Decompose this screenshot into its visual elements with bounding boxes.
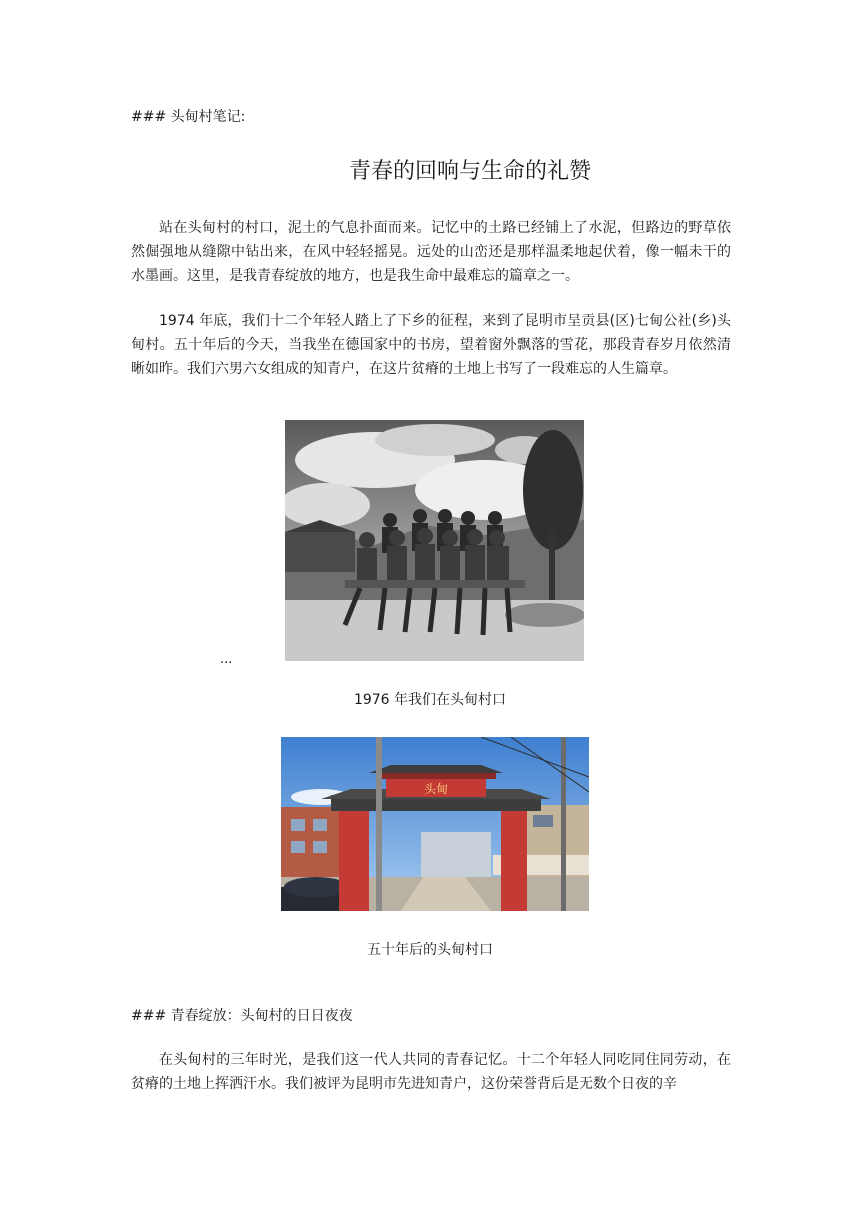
section-heading-notes: ### 头甸村笔记: <box>131 109 246 125</box>
gate-sign-text: 头甸 <box>423 782 449 796</box>
article-title: 青春的回响与生命的礼赞 <box>348 159 591 184</box>
ellipsis-text: ... <box>220 652 233 667</box>
paragraph-history: 1974 年底，我们十二个年轻人踏上了下乡的征程，来到了昆明市呈贡县(区)七甸公社(乡)头甸村。五十年后的今天，当我坐在德国家中的书房，望着窗外飘落的雪花，那段青春岁月依然清晰如昨。我们六男六女组成的知青户，在这片贫瘠的土地上书写了一段难忘的人生篇章。 <box>131 313 731 377</box>
paragraph-three-years: 在头甸村的三年时光，是我们这一代人共同的青春记忆。十二个年轻人同吃同住同劳动，在贫瘠的土地上挥洒汗水。我们被评为昆明市先进知青户，这份荣誉背后是无数个日夜的辛 <box>131 1052 731 1092</box>
photo-caption-1976: 1976 年我们在头甸村口 <box>353 692 507 708</box>
section-heading-youth: ### 青春绽放：头甸村的日日夜夜 <box>131 1008 353 1024</box>
village-gate-photo <box>281 737 589 911</box>
photo-caption-present: 五十年后的头甸村口 <box>367 942 493 958</box>
group-photo-1976 <box>285 420 584 661</box>
paragraph-intro: 站在头甸村的村口，泥土的气息扑面而来。记忆中的土路已经铺上了水泥，但路边的野草依然倔强地从缝隙中钻出来，在风中轻轻摇晃。远处的山峦还是那样温柔地起伏着，像一幅未干的水墨画。这里，是我青春绽放的地方，也是我生命中最难忘的篇章之一。 <box>131 220 731 284</box>
